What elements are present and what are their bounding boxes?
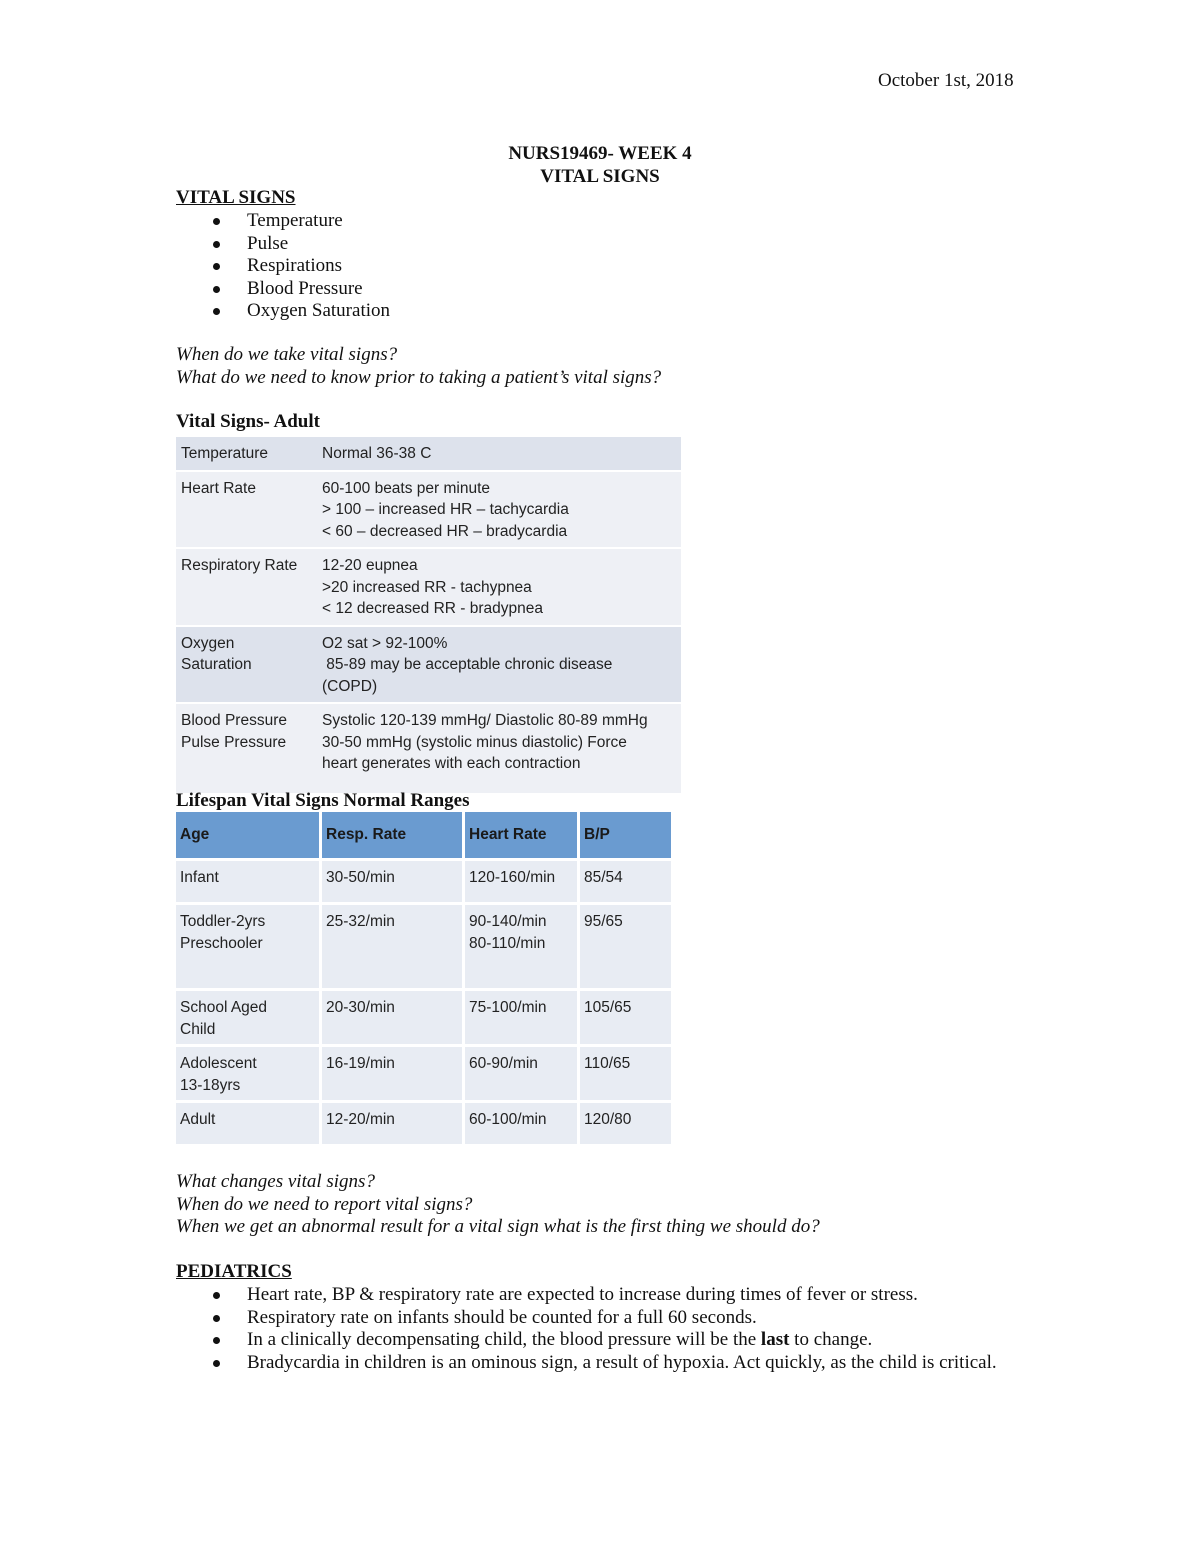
pediatrics-heading: PEDIATRICS bbox=[176, 1261, 292, 1282]
cell-resp bbox=[319, 858, 462, 902]
list-item bbox=[176, 300, 390, 323]
label-line: Saturation bbox=[181, 656, 252, 673]
bullet-icon bbox=[213, 1360, 220, 1367]
table-row bbox=[176, 1100, 671, 1144]
row-value bbox=[317, 471, 681, 549]
cell-line: Toddler-2yrs bbox=[180, 913, 266, 930]
cell-line: Adult bbox=[180, 1111, 216, 1128]
question-line: When we get an abnormal result for a vital sign what is the first thing we should do? bbox=[176, 1216, 820, 1237]
table-row bbox=[176, 626, 681, 704]
cell-line: School Aged bbox=[180, 999, 268, 1016]
column-header: Resp. Rate bbox=[319, 812, 462, 858]
cell-resp bbox=[319, 1044, 462, 1100]
table-row bbox=[176, 902, 671, 988]
bullet-icon bbox=[213, 263, 220, 270]
question-line: When do we take vital signs? bbox=[176, 344, 398, 365]
label-line: Blood Pressure bbox=[181, 712, 287, 729]
row-label bbox=[176, 703, 317, 794]
row-value bbox=[317, 548, 681, 626]
value-line: >20 increased RR - tachypnea bbox=[322, 578, 532, 596]
cell-line: 105/65 bbox=[584, 999, 632, 1016]
value-line: 12-20 eupnea bbox=[322, 557, 418, 574]
cell-age bbox=[176, 1100, 319, 1144]
column-header: Age bbox=[176, 812, 319, 858]
title-course: NURS19469- WEEK 4 bbox=[508, 143, 692, 164]
value-line: 85-89 may be acceptable chronic disease bbox=[322, 656, 613, 673]
list-item bbox=[176, 255, 390, 278]
label-line: Respiratory Rate bbox=[181, 557, 298, 574]
cell-line: 16-19/min bbox=[326, 1055, 395, 1072]
document-title bbox=[0, 142, 1200, 188]
emphasis-text: last bbox=[760, 1329, 790, 1350]
cell-line: 75-100/min bbox=[469, 999, 547, 1016]
list-item bbox=[176, 1352, 997, 1375]
value-line: > 100 – increased HR – tachycardia bbox=[322, 501, 569, 518]
cell-bp bbox=[577, 902, 671, 988]
table-header-row bbox=[176, 812, 671, 858]
question-line: What do we need to know prior to taking a patient’s vital signs? bbox=[176, 366, 662, 388]
value-line: O2 sat > 92-100% bbox=[322, 634, 448, 652]
value-line: 30-50 mmHg (systolic minus diastolic) Force bbox=[322, 733, 627, 751]
cell-age bbox=[176, 1044, 319, 1100]
cell-bp bbox=[577, 858, 671, 902]
column-header: Heart Rate bbox=[462, 812, 577, 858]
table-row bbox=[176, 988, 671, 1044]
cell-age bbox=[176, 988, 319, 1044]
value-line: 60-100 beats per minute bbox=[322, 479, 491, 497]
list-item-text: to change. bbox=[789, 1329, 873, 1350]
list-item-text: Oxygen Saturation bbox=[247, 300, 391, 321]
cell-bp bbox=[577, 1044, 671, 1100]
cell-line: 110/65 bbox=[584, 1055, 631, 1072]
row-value bbox=[317, 437, 681, 471]
row-label bbox=[176, 471, 317, 549]
list-item bbox=[176, 1329, 997, 1352]
list-item bbox=[176, 233, 390, 256]
lifespan-vitals-table bbox=[176, 812, 671, 1144]
cell-line: 60-100/min bbox=[469, 1111, 547, 1128]
cell-hr bbox=[462, 1100, 577, 1144]
cell-line: 90-140/min bbox=[469, 913, 547, 930]
cell-hr bbox=[462, 902, 577, 988]
cell-line: 120-160/min bbox=[469, 869, 556, 886]
table-row bbox=[176, 858, 671, 902]
vital-signs-heading: VITAL SIGNS bbox=[176, 187, 296, 208]
table-row bbox=[176, 437, 681, 471]
label-line: Oxygen bbox=[181, 634, 235, 652]
title-topic: VITAL SIGNS bbox=[540, 166, 660, 187]
cell-resp bbox=[319, 1100, 462, 1144]
cell-line: Adolescent bbox=[180, 1055, 257, 1072]
cell-age bbox=[176, 858, 319, 902]
label-line: Heart Rate bbox=[181, 479, 256, 497]
column-header: B/P bbox=[577, 812, 671, 858]
value-line: < 60 – decreased HR – bradycardia bbox=[322, 522, 568, 540]
label-line: Temperature bbox=[181, 445, 269, 462]
list-item bbox=[176, 1307, 997, 1330]
cell-hr bbox=[462, 1044, 577, 1100]
bullet-icon bbox=[213, 1337, 220, 1344]
value-line: (COPD) bbox=[322, 677, 378, 695]
value-line: < 12 decreased RR - bradypnea bbox=[322, 600, 544, 617]
value-line: heart generates with each contraction bbox=[322, 755, 581, 772]
bullet-icon bbox=[213, 1292, 220, 1299]
cell-line: Child bbox=[180, 1020, 216, 1038]
cell-line: 30-50/min bbox=[326, 869, 395, 886]
list-item-text: Bradycardia in children is an ominous sign, a result of hypoxia. Act quickly, as the child is critical. bbox=[247, 1351, 997, 1373]
question-line: What changes vital signs? bbox=[176, 1171, 375, 1192]
list-item-text: Respirations bbox=[247, 255, 342, 276]
list-item-text: Respiratory rate on infants should be counted for a full 60 seconds. bbox=[247, 1306, 757, 1328]
cell-line: 20-30/min bbox=[326, 999, 395, 1016]
row-label bbox=[176, 548, 317, 626]
cell-hr bbox=[462, 858, 577, 902]
table-row bbox=[176, 703, 681, 794]
lifespan-table-title: Lifespan Vital Signs Normal Ranges bbox=[176, 790, 470, 811]
bullet-icon bbox=[213, 218, 220, 225]
table-row bbox=[176, 471, 681, 549]
cell-line: 95/65 bbox=[584, 913, 623, 930]
list-item-text: Temperature bbox=[247, 210, 343, 231]
row-value bbox=[317, 703, 681, 794]
cell-bp bbox=[577, 1100, 671, 1144]
cell-line: 12-20/min bbox=[326, 1111, 395, 1128]
list-item bbox=[176, 210, 390, 233]
cell-resp bbox=[319, 902, 462, 988]
row-label bbox=[176, 626, 317, 704]
vital-signs-list bbox=[176, 210, 390, 323]
bullet-icon bbox=[213, 241, 220, 248]
pediatrics-list bbox=[176, 1284, 997, 1374]
cell-line: 80-110/min bbox=[469, 934, 546, 952]
value-line: Normal 36-38 C bbox=[322, 445, 432, 462]
cell-age bbox=[176, 902, 319, 988]
questions-block-1 bbox=[176, 344, 661, 389]
adult-table-title: Vital Signs- Adult bbox=[176, 411, 320, 432]
cell-line: 13-18yrs bbox=[180, 1076, 241, 1094]
cell-line: Preschooler bbox=[180, 934, 263, 952]
cell-hr bbox=[462, 988, 577, 1044]
list-item-text: Pulse bbox=[247, 232, 289, 254]
questions-block-2 bbox=[176, 1171, 820, 1239]
row-label bbox=[176, 437, 317, 471]
list-item-text: In a clinically decompensating child, the blood pressure will be the bbox=[247, 1329, 761, 1350]
cell-line: 120/80 bbox=[584, 1111, 632, 1128]
list-item bbox=[176, 1284, 997, 1307]
bullet-icon bbox=[213, 308, 220, 315]
list-item bbox=[176, 278, 390, 301]
bullet-icon bbox=[213, 1315, 220, 1322]
table-row bbox=[176, 1044, 671, 1100]
value-line: Systolic 120-139 mmHg/ Diastolic 80-89 mmHg bbox=[322, 712, 648, 729]
list-item-text: Heart rate, BP & respiratory rate are expected to increase during times of fever or stress. bbox=[247, 1284, 918, 1305]
cell-line: 25-32/min bbox=[326, 913, 395, 930]
list-item-text: Blood Pressure bbox=[247, 277, 363, 299]
cell-line: 85/54 bbox=[584, 869, 623, 886]
bullet-icon bbox=[213, 286, 220, 293]
cell-bp bbox=[577, 988, 671, 1044]
question-line: When do we need to report vital signs? bbox=[176, 1193, 473, 1215]
cell-line: Infant bbox=[180, 869, 219, 886]
label-line: Pulse Pressure bbox=[181, 733, 287, 751]
adult-vitals-table bbox=[176, 437, 681, 795]
row-value bbox=[317, 626, 681, 704]
document-date: October 1st, 2018 bbox=[878, 70, 1014, 91]
table-row bbox=[176, 548, 681, 626]
cell-line: 60-90/min bbox=[469, 1055, 538, 1072]
cell-resp bbox=[319, 988, 462, 1044]
